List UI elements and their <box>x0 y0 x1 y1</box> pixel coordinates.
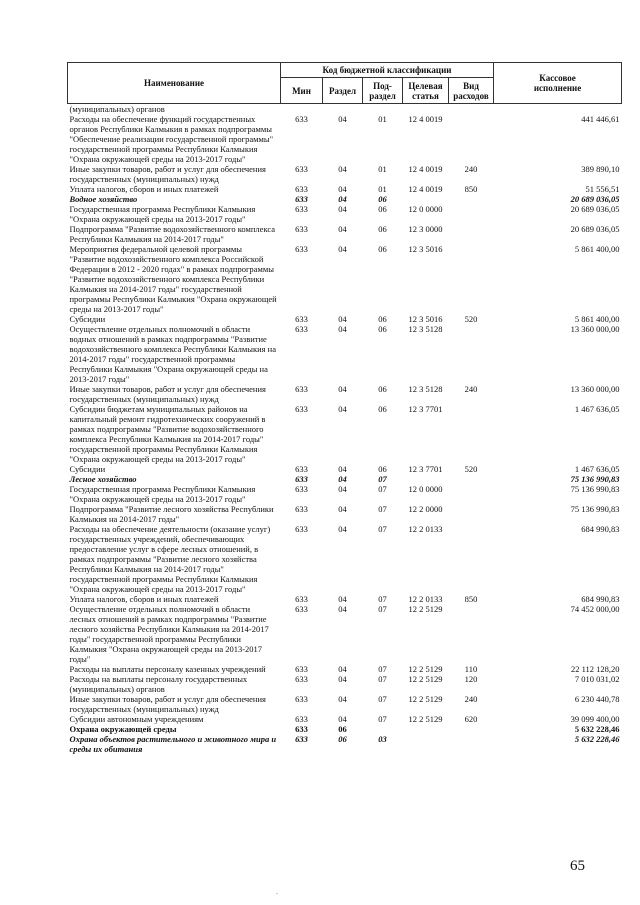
row-amount: 5 632 228,46 <box>574 724 620 734</box>
row-section: 04 <box>338 484 347 494</box>
row-subsection: 06 <box>378 204 387 214</box>
row-type <box>449 324 494 384</box>
row-amount: 5 861 400,00 <box>574 314 620 324</box>
row-section: 04 <box>338 594 347 604</box>
row-min: 633 <box>295 664 308 674</box>
row-min: 633 <box>295 164 308 174</box>
row-amount: 389 890,10 <box>581 164 620 174</box>
row-min: 633 <box>295 114 308 124</box>
row-subsection: 06 <box>378 464 387 474</box>
row-type <box>449 604 494 664</box>
header-type-label: Вид расходов <box>453 80 489 101</box>
row-target: 12 0 0000 <box>408 204 443 214</box>
table-row <box>68 204 622 224</box>
row-name: Расходы на выплаты персоналу государственных (муниципальных) органов <box>69 674 248 694</box>
row-name: Осуществление отдельных полномочий в области водных отношений в рамках подпрограммы "Развитие водохозяйственного комплекса Республики Калмыкия на 2014-2017 годы" государственной программы Республики Калмыкия "Охрана окружающей среды на 2013-2017 годы" <box>69 324 276 384</box>
row-target <box>403 194 449 204</box>
row-amount: 6 230 440,78 <box>574 694 620 704</box>
row-target: 12 0 0000 <box>408 484 443 494</box>
row-subsection: 07 <box>378 594 387 604</box>
row-name: Охрана окружающей среды <box>69 724 177 734</box>
row-target: 12 2 5129 <box>408 674 443 684</box>
row-min: 633 <box>295 604 308 614</box>
row-name: Охрана объектов растительного и животного мира и среды их обитания <box>69 734 277 754</box>
row-type: 520 <box>464 314 478 324</box>
header-target <box>403 78 449 104</box>
row-min: 633 <box>295 474 308 484</box>
row-subsection: 03 <box>378 734 387 744</box>
row-section: 04 <box>338 464 347 474</box>
row-type <box>449 114 494 164</box>
row-type: 240 <box>464 164 478 174</box>
row-type <box>449 724 494 734</box>
row-type <box>449 474 494 484</box>
row-type: 240 <box>464 384 478 394</box>
row-min: 633 <box>295 314 308 324</box>
row-type: 850 <box>464 594 478 604</box>
row-amount: 5 632 228,46 <box>574 734 620 744</box>
row-name: Расходы на обеспечение функций государственных органов Республики Калмыкия в рамках подпрограммы "Обеспечение реализации государственной программы" государственной программы Республики Калмыкия "Охрана окружающей среды на 2013-2017 годы" <box>69 114 274 164</box>
row-subsection: 01 <box>378 164 387 174</box>
row-subsection: 06 <box>378 314 387 324</box>
row-name: Иные закупки товаров, работ и услуг для обеспечения государственных (муниципальных) нужд <box>69 164 266 184</box>
row-type <box>449 194 494 204</box>
page-number: 65 <box>570 858 585 874</box>
row-type <box>449 484 494 504</box>
row-section: 04 <box>338 164 347 174</box>
row-min <box>281 104 323 115</box>
table-row <box>68 324 622 384</box>
row-section: 04 <box>338 674 347 684</box>
row-target <box>403 474 449 484</box>
row-target <box>403 724 449 734</box>
row-min: 633 <box>295 404 308 414</box>
row-target: 12 3 5128 <box>408 324 443 334</box>
row-target: 12 3 5128 <box>408 384 443 394</box>
header-code-group: Код бюджетной классификации <box>281 63 494 78</box>
row-target: 12 4 0019 <box>408 114 443 124</box>
row-amount: 51 556,51 <box>585 184 620 194</box>
row-subsection <box>363 104 403 115</box>
row-section: 04 <box>338 194 347 204</box>
row-subsection: 07 <box>378 714 387 724</box>
row-amount: 7 010 031,02 <box>574 674 620 684</box>
row-section: 06 <box>338 724 347 734</box>
row-target: 12 2 0000 <box>408 504 443 514</box>
row-section: 04 <box>338 384 347 394</box>
row-min: 633 <box>295 204 308 214</box>
row-amount: 13 360 000,00 <box>570 324 620 334</box>
table-row <box>68 524 622 594</box>
table-row <box>68 694 622 714</box>
table-row <box>68 674 622 694</box>
row-amount: 20 689 036,05 <box>570 204 620 214</box>
header-subsection-label: Под- раздел <box>369 80 396 101</box>
row-section: 04 <box>338 114 347 124</box>
row-target <box>403 734 449 754</box>
row-min: 633 <box>295 734 308 744</box>
row-name: Подпрограмма "Развитие водохозяйственного комплекса Республики Калмыкия на 2014-2017 годы" <box>69 224 276 244</box>
table-row <box>68 164 622 184</box>
row-amount: 1 467 636,05 <box>574 404 620 414</box>
row-min: 633 <box>295 714 308 724</box>
table-body <box>68 104 622 755</box>
row-name: Государственная программа Республики Калмыкия "Охрана окружающей среды на 2013-2017 годы" <box>69 484 256 504</box>
row-min: 633 <box>295 594 308 604</box>
table-row <box>68 504 622 524</box>
row-section: 04 <box>338 314 347 324</box>
row-section: 04 <box>338 324 347 334</box>
row-type: 120 <box>464 674 478 684</box>
row-type <box>449 504 494 524</box>
row-name: Уплата налогов, сборов и иных платежей <box>69 594 219 604</box>
row-name: Подпрограмма "Развитие лесного хозяйства Республики Калмыкия на 2014-2017 годы" <box>69 504 274 524</box>
table-row <box>68 604 622 664</box>
row-min: 633 <box>295 524 308 534</box>
row-target: 12 2 5129 <box>408 694 443 704</box>
row-target: 12 3 5016 <box>408 314 443 324</box>
row-name: Субсидии бюджетам муниципальных районов на капитальный ремонт гидротехнических сооружений в рамках подпрограммы "Развитие водохозяйственного комплекса Республики Калмыкия на 2014-2017 годы" государственной программы Республики Калмыкия "Охрана окружающей среды на 2013-2017 годы" <box>69 404 266 464</box>
table-row <box>68 724 622 734</box>
row-subsection: 06 <box>378 194 387 204</box>
budget-table <box>67 62 622 754</box>
row-name: Иные закупки товаров, работ и услуг для обеспечения государственных (муниципальных) нужд <box>69 694 266 714</box>
row-min: 633 <box>295 184 308 194</box>
row-name: Уплата налогов, сборов и иных платежей <box>69 184 219 194</box>
row-name: Водное хозяйство <box>69 194 138 204</box>
row-name: Расходы на обеспечение деятельности (оказание услуг) государственных учреждений, обеспечивающих предоставление услуг в сфере лесных отношений, в рамках подпрограммы "Развитие лесного хозяйства Республики Калмыкия на 2014-2017 годы" государственной программы Республики Калмыкия "Охрана окружающей среды на 2013-2017 годы" <box>69 524 271 594</box>
row-type <box>449 224 494 244</box>
row-amount: 5 861 400,00 <box>574 244 620 254</box>
row-subsection: 06 <box>378 324 387 334</box>
table-row <box>68 404 622 464</box>
table-row <box>68 184 622 194</box>
row-type <box>449 404 494 464</box>
table-row <box>68 664 622 674</box>
row-amount: 22 112 128,20 <box>570 664 620 674</box>
table-row <box>68 114 622 164</box>
table-row <box>68 484 622 504</box>
row-amount: 75 136 990,83 <box>570 504 620 514</box>
row-subsection: 07 <box>378 604 387 614</box>
header-min: Мин <box>281 78 323 104</box>
header-target-label: Целевая статья <box>408 80 443 101</box>
header-amount <box>494 63 622 104</box>
row-subsection: 01 <box>378 114 387 124</box>
row-section: 04 <box>338 184 347 194</box>
row-section: 04 <box>338 404 347 414</box>
row-type <box>449 204 494 224</box>
row-section: 04 <box>338 474 347 484</box>
row-section: 04 <box>338 714 347 724</box>
row-name: Субсидии <box>69 314 106 324</box>
row-subsection <box>363 724 403 734</box>
row-type: 110 <box>464 664 478 674</box>
table-row <box>68 474 622 484</box>
row-subsection: 01 <box>378 184 387 194</box>
row-min: 633 <box>295 224 308 234</box>
table-row <box>68 594 622 604</box>
row-amount: 13 360 000,00 <box>570 384 620 394</box>
header-name: Наименование <box>68 63 281 104</box>
table-row <box>68 224 622 244</box>
row-amount: 39 099 400,00 <box>570 714 620 724</box>
row-section: 04 <box>338 524 347 534</box>
header-section: Раздел <box>323 78 363 104</box>
row-subsection: 06 <box>378 404 387 414</box>
row-target: 12 2 5129 <box>408 604 443 614</box>
row-min: 633 <box>295 484 308 494</box>
row-type: 850 <box>464 184 478 194</box>
row-amount: 74 452 000,00 <box>570 604 620 614</box>
row-name: Государственная программа Республики Калмыкия "Охрана окружающей среды на 2013-2017 годы" <box>69 204 256 224</box>
row-min: 633 <box>295 464 308 474</box>
row-name: Осуществление отдельных полномочий в области лесных отношений в рамках подпрограммы "Развитие лесного хозяйства Республики Калмыкия на 2014-2017 годы" государственной программы Республики Калмыкия "Охрана окружающей среды на 2013-2017 годы" <box>69 604 269 664</box>
row-target: 12 4 0019 <box>408 164 443 174</box>
row-amount: 75 136 990,83 <box>570 474 620 484</box>
row-section: 04 <box>338 204 347 214</box>
row-section: 04 <box>338 224 347 234</box>
table-row <box>68 194 622 204</box>
row-amount <box>494 104 622 115</box>
row-name: Расходы на выплаты персоналу казенных учреждений <box>69 664 266 674</box>
row-type: 620 <box>464 714 478 724</box>
row-type <box>449 524 494 594</box>
row-subsection: 07 <box>378 694 387 704</box>
row-min: 633 <box>295 674 308 684</box>
row-target: 12 2 5129 <box>408 714 443 724</box>
row-amount: 75 136 990,83 <box>570 484 620 494</box>
row-section: 04 <box>338 244 347 254</box>
row-subsection: 07 <box>378 664 387 674</box>
row-name: Субсидии <box>69 464 106 474</box>
header-subsection <box>363 78 403 104</box>
row-target: 12 3 0000 <box>408 224 443 234</box>
budget-table-sheet <box>67 62 621 754</box>
table-row <box>68 244 622 314</box>
row-target: 12 3 7701 <box>408 464 443 474</box>
row-target: 12 2 0133 <box>408 524 443 534</box>
row-amount: 20 689 036,05 <box>570 224 620 234</box>
scan-mark: . <box>276 887 278 896</box>
row-target: 12 4 0019 <box>408 184 443 194</box>
table-row <box>68 464 622 474</box>
table-row <box>68 714 622 724</box>
row-subsection: 07 <box>378 484 387 494</box>
row-section: 04 <box>338 694 347 704</box>
row-subsection: 06 <box>378 244 387 254</box>
row-amount: 684 990,83 <box>581 594 620 604</box>
row-subsection: 07 <box>378 674 387 684</box>
row-type <box>449 244 494 314</box>
row-min: 633 <box>295 194 308 204</box>
row-target <box>403 104 449 115</box>
table-header <box>68 63 622 104</box>
row-target: 12 3 7701 <box>408 404 443 414</box>
row-section: 04 <box>338 504 347 514</box>
row-name: Лесное хозяйство <box>69 474 137 484</box>
row-amount: 1 467 636,05 <box>574 464 620 474</box>
row-section: 04 <box>338 604 347 614</box>
row-subsection: 07 <box>378 524 387 534</box>
row-amount: 684 990,83 <box>581 524 620 534</box>
table-row <box>68 384 622 404</box>
row-min: 633 <box>295 384 308 394</box>
row-name: Мероприятия федеральной целевой программы "Развитие водохозяйственного комплекса Российской Федерации в 2012 - 2020 годах" в рамках подпрограммы "Развитие водохозяйственного комплекса Республики Калмыкия на 2014-2017 годы" государственной программы Республики Калмыкия "Охрана окружающей среды на 2013-2017 годы" <box>69 244 277 314</box>
row-target: 12 2 0133 <box>408 594 443 604</box>
row-section: 06 <box>338 734 347 744</box>
row-type <box>449 734 494 754</box>
table-row <box>68 314 622 324</box>
row-amount: 441 446,61 <box>581 114 620 124</box>
row-section <box>323 104 363 115</box>
row-type <box>449 104 494 115</box>
row-min: 633 <box>295 724 308 734</box>
row-type: 520 <box>464 464 478 474</box>
header-amount-label: Кассовое исполнение <box>533 73 582 93</box>
row-target: 12 2 5129 <box>408 664 443 674</box>
row-subsection: 06 <box>378 224 387 234</box>
table-row <box>68 104 622 115</box>
row-min: 633 <box>295 504 308 514</box>
row-min: 633 <box>295 244 308 254</box>
row-name: Субсидии автономным учреждениям <box>69 714 204 724</box>
header-type <box>449 78 494 104</box>
table-row <box>68 734 622 754</box>
row-target: 12 3 5016 <box>408 244 443 254</box>
row-min: 633 <box>295 694 308 704</box>
row-min: 633 <box>295 324 308 334</box>
row-name: Иные закупки товаров, работ и услуг для обеспечения государственных (муниципальных) нужд <box>69 384 266 404</box>
row-type: 240 <box>464 694 478 704</box>
row-subsection: 07 <box>378 504 387 514</box>
row-subsection: 06 <box>378 384 387 394</box>
row-subsection: 07 <box>378 474 387 484</box>
row-amount: 20 689 036,05 <box>570 194 620 204</box>
row-section: 04 <box>338 664 347 674</box>
row-name: (муниципальных) органов <box>69 104 165 114</box>
